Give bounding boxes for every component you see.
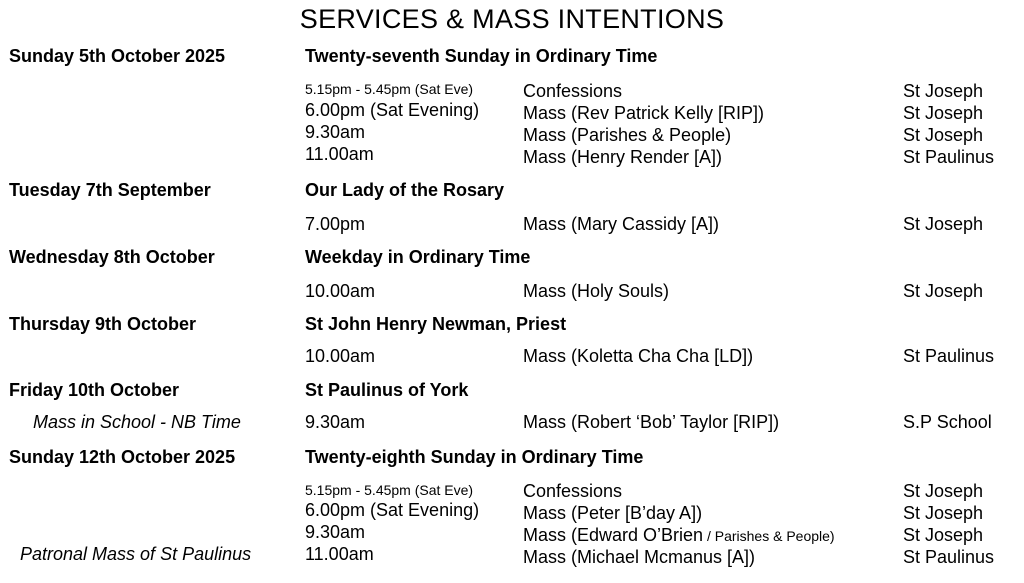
service-location: St Joseph bbox=[903, 503, 984, 523]
service-location: St Joseph bbox=[903, 125, 984, 145]
day-heading: Friday 10th October bbox=[9, 380, 180, 400]
day-heading: Sunday 5th October 2025 bbox=[9, 46, 226, 66]
service-time: 9.30am bbox=[305, 522, 366, 542]
service-description: Mass (Rev Patrick Kelly [RIP]) bbox=[523, 103, 765, 123]
service-description-main: Mass (Edward O’Brien bbox=[523, 525, 704, 545]
service-location: S.P School bbox=[903, 412, 992, 432]
service-time: 7.00pm bbox=[305, 214, 366, 234]
service-description: Mass (Henry Render [A]) bbox=[523, 147, 723, 167]
service-description: Mass (Michael Mcmanus [A]) bbox=[523, 547, 756, 567]
service-location: St Joseph bbox=[903, 481, 984, 501]
service-description: Mass (Parishes & People) bbox=[523, 125, 732, 145]
day-heading: Sunday 12th October 2025 bbox=[9, 447, 236, 467]
service-time: 10.00am bbox=[305, 346, 376, 366]
feast-heading: Weekday in Ordinary Time bbox=[305, 247, 531, 267]
service-location: St Joseph bbox=[903, 103, 984, 123]
day-heading: Wednesday 8th October bbox=[9, 247, 215, 267]
service-description: Mass (Holy Souls) bbox=[523, 281, 670, 301]
service-description-secondary: / Parishes & People) bbox=[703, 528, 835, 544]
service-time: 5.15pm - 5.45pm (Sat Eve) bbox=[305, 81, 474, 97]
service-description: Confessions bbox=[523, 81, 623, 101]
service-description: Mass (Mary Cassidy [A]) bbox=[523, 214, 720, 234]
feast-heading: Twenty-seventh Sunday in Ordinary Time bbox=[305, 46, 658, 66]
service-location: St Joseph bbox=[903, 281, 984, 301]
service-time: 9.30am bbox=[305, 412, 366, 432]
day-heading: Tuesday 7th September bbox=[9, 180, 211, 200]
service-description: Mass (Koletta Cha Cha [LD]) bbox=[523, 346, 754, 366]
service-description: Mass (Peter [B’day A]) bbox=[523, 503, 703, 523]
section-note: Patronal Mass of St Paulinus bbox=[20, 544, 252, 564]
service-location: St Paulinus bbox=[903, 547, 995, 567]
day-heading: Thursday 9th October bbox=[9, 314, 197, 334]
service-description: Confessions bbox=[523, 481, 623, 501]
feast-heading: Our Lady of the Rosary bbox=[305, 180, 505, 200]
service-time: 6.00pm (Sat Evening) bbox=[305, 500, 480, 520]
service-location: St Joseph bbox=[903, 525, 984, 545]
service-time: 5.15pm - 5.45pm (Sat Eve) bbox=[305, 482, 474, 498]
service-location: St Paulinus bbox=[903, 147, 995, 167]
service-description: Mass (Robert ‘Bob’ Taylor [RIP]) bbox=[523, 412, 780, 432]
feast-heading: St Paulinus of York bbox=[305, 380, 469, 400]
page-title: SERVICES & MASS INTENTIONS bbox=[299, 4, 725, 34]
service-location: St Joseph bbox=[903, 214, 984, 234]
service-location: St Joseph bbox=[903, 81, 984, 101]
service-time: 10.00am bbox=[305, 281, 376, 301]
feast-heading: Twenty-eighth Sunday in Ordinary Time bbox=[305, 447, 644, 467]
feast-heading: St John Henry Newman, Priest bbox=[305, 314, 567, 334]
service-time: 11.00am bbox=[305, 544, 374, 564]
section-note: Mass in School - NB Time bbox=[33, 412, 241, 432]
service-time: 9.30am bbox=[305, 122, 366, 142]
service-time: 11.00am bbox=[305, 144, 374, 164]
service-location: St Paulinus bbox=[903, 346, 995, 366]
service-description bbox=[523, 525, 835, 546]
service-time: 6.00pm (Sat Evening) bbox=[305, 100, 480, 120]
